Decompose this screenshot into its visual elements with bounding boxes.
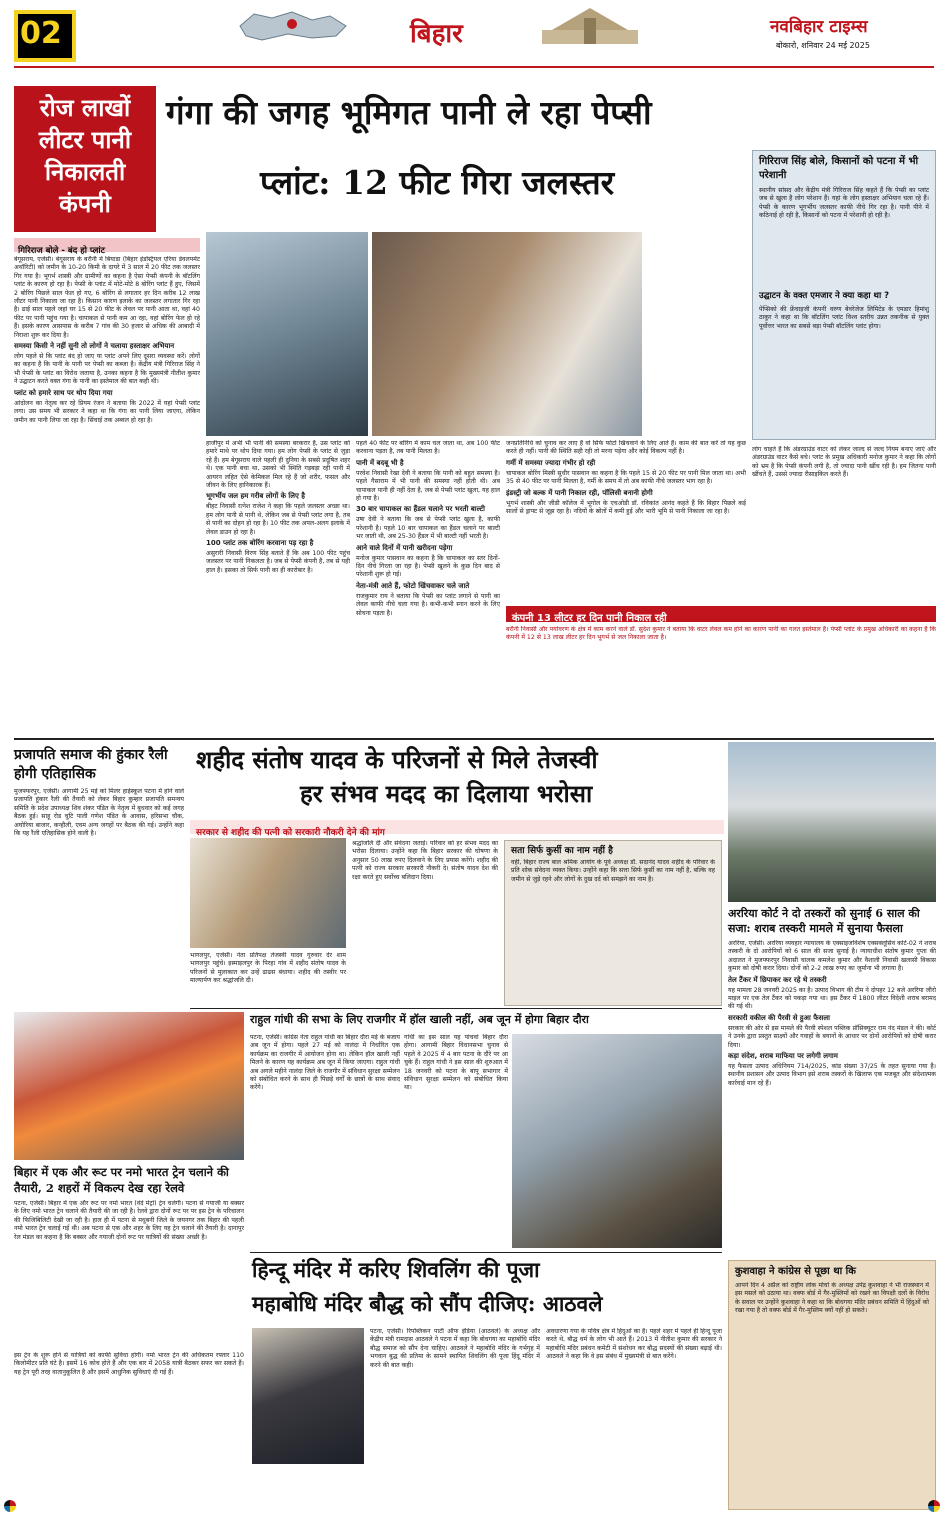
araria-para: सरकार की ओर से इस मामले की पैरवी स्पेशल पब्लिक प्रॉसिक्यूटर राम नंद मंडल ने की। कोर्ट ने उनके द्वारा प्रस्तुत साक्ष्यों और गवाहों के बयानों के आधार पर दोनों आरोपियों को दोषी करार दिया। [728, 1024, 936, 1049]
story1-headline-line2: प्लांट: 12 फीट गिरा जलस्तर [260, 163, 615, 202]
story2-headline: प्रजापति समाज की हुंकार रैली होगी एतिहासिक [14, 747, 168, 782]
kicker-text: गिरिराज बोले - बंद हो प्लांट [18, 246, 105, 256]
kicker-text: सरकार से शहीद की पत्नी को सरकारी नौकरी देने की मांग [196, 828, 385, 838]
story1-column-2 [206, 440, 350, 732]
story6-text-b: अवधारणा गया के पवित्र क्षेत्र में हिंदुओं का है। पहले शहर में पहले ही हिन्दू पूजा करते थे, बौद्ध धर्म के लोग भी आते हैं। 2013 में नीतीश कुमार की सरकार ने महाबोधि मंदिर प्रबंधन कमेटी में संशोधन कर बौद्ध सदस्यों की संख्या बढ़ाई थी। आठवले ने कहा कि वे इस संबंध में मुख्यमंत्री से बात करेंगे। [546, 1328, 722, 1361]
story1-subhead: 100 प्लांट तक बोरिंग करवाना पड़ रहा है [206, 539, 314, 548]
sidebar-title: गिरिराज सिंह बोले, किसानों को पटना में भी परेशानी [759, 156, 919, 181]
sidebar-text: स्थानीय सांसद और केंद्रीय मंत्री गिरिराज सिंह कहते हैं कि पेप्सी का प्लांट जब से खुला है लोग परेशान हैं। यहां के लोग हस्ताक्षर अभियान चला रहे हैं। पेप्सी के कारण भूगर्भीय जलस्तर काफी नीचे गिर रहा है। पानी पीने में कठिनाई हो रही है, किसानों को पटना में परेशानी हो रही है। [759, 187, 929, 220]
tag-line: कंपनी [59, 190, 111, 218]
story1-side-column: लोग चाहते हैं कि अंडरग्राउंड वाटर को लेकर जाल्द से जल्द नियम बनाए जाएं और अंडरग्राउंड वाटर कैसे बचे। प्लांट के प्रमुख अधिकारी मनोज कुमार ने कहा कि लोगों को भ्रम है कि पेप्सी कंपनी लगी है, तो ज्यादा पानी खींच रही है। हम जितना पानी खींचते हैं, उससे ज्यादा रीसाइकिल करते हैं। [752, 446, 936, 479]
story6-headline-line2: महाबोधि मंदिर बौद्ध को सौंप दीजिए: आठवले [252, 1291, 603, 1316]
story3-box [504, 840, 722, 1006]
tag-line: लीटर पानी [38, 126, 132, 154]
story1-para: बेगूसराय, एजेंसी। बेगूसराय के बरौनी में बियाडा (बिहार इंडस्ट्रियल एरिया डेवलपमेंट अथॉरिटी) को जमीन के 10-20 किमी के दायरे में 3 साल में 20 फीट तक जलस्तर गिर गया है। भूगर्भ शास्त्री और ग्रामीणों का कहना है ऐसा पेप्सी कंपनी के बॉटलिंग प्लांट के कारण हो रहा है। पेप्सी के प्लांट में मोटे-मोटे 8 बोरिंग प्लांट हैं हुए, जिसमें 2 बोरिंग पिछले साल फेल हो गए, 6 बोरिंग से लगातार हर दिन करीब 12 लाख लीटर पानी निकाला जा रहा है। किसान कारण इलाके का जलस्तर लगातार गिर रहा है। ढाई साल पहले जहां घर 15 से 20 फीट के लेवल पर पानी आता था, वहां 40 फीट पर पानी पहुंच गया है। चापाकल से पानी कम आ रहा, वहां बोरिंग फेल हो रहे हैं। इसके कारण आसपास के करीब 7 गांव की 30 हजार से अधिक की आबादी में निराशा शुरू कर दिया है। [14, 256, 200, 339]
sidebar-box [752, 150, 936, 440]
tag-line: रोज लाखों [39, 94, 131, 122]
story1-para: चापाकल बोरिंग मिस्त्री सुधीर पासवान का कहना है कि पहले 15 से 20 फीट पर पानी मिल जाता था। अभी 35 से 40 फीट पर पानी मिलता है, गर्मी के समय में तो अब काफी नीचे जलस्तर भाग रहा है। [506, 469, 746, 486]
story1-column-1 [14, 256, 200, 732]
page-number-text: 02 [20, 16, 62, 51]
story1-subhead: भूगर्भीय जल हम गरीब लोगों के लिए है [206, 492, 306, 501]
araria-para: यह फैसला उत्पाद अधिनियम 714/2025, कांड संख्या 37/25 के तहत सुनाया गया है। स्थानीय प्रशासन और उत्पाद विभाग इसे शराब तस्करों के खिलाफ एक मजबूत और संदेशात्मक कार्रवाई मान रहे हैं। [728, 1063, 936, 1087]
tag-line: निकालती [44, 158, 126, 186]
story1-subhead: समस्या किसी ने नहीं सुनी तो लोगों ने चलाया हस्ताक्षर अभियान [14, 342, 175, 351]
story1-subhead: पानी में बदबू भी है [356, 458, 404, 467]
story6-text-a: पटना, एजेंसी। रिपब्लिकन पार्टी ऑफ इंडिया (आठवले) के अध्यक्ष और केंद्रीय मंत्री रामदास आठवले ने पटना में कहा कि बोधगया का महाबोधि मंदिर बौद्ध समाज को सौंप देना चाहिए। आठवले ने महाबोधि मंदिर के गर्भगृह में भगवान बुद्ध की प्रतिमा के सामने स्थापित शिवलिंग की पूजा हिंदू मंदिर में करने की बात कही। [370, 1328, 540, 1369]
story-tag-box [14, 86, 156, 232]
masthead-rule [14, 66, 934, 68]
story5-headline: बिहार में एक और रूट पर नमो भारत ट्रेन चलाने की तैयारी, 2 शहरों में विकल्प देख रहा रेलवे [14, 1165, 229, 1195]
registration-mark-icon [928, 1500, 940, 1512]
paper-name: नवबिहार टाइम्स [770, 17, 868, 37]
registration-mark-icon [4, 1500, 16, 1512]
story6-sidebar [728, 1260, 936, 1510]
story1-subhead: प्लांट को हमारे साथ पर थोप दिया गया [14, 388, 113, 397]
story4-headline: राहुल गांधी की सभा के लिए राजगीर में हॉल खाली नहीं, अब जून में होगा बिहार दौरा [250, 1013, 589, 1026]
story1-kicker [14, 238, 200, 256]
story1-column-3 [356, 440, 500, 732]
story1-subhead: इंडस्ट्री जो बल्क में पानी निकाल रही, पॉलिसी बनानी होगी [506, 488, 653, 497]
story3-text-a: भागलपुर, एजेंसी। नेता प्रतिपक्ष तेजस्वी यादव गुरुवार देर शाम भागलपुर पहुंचे। इस्माइलपुर के पिरहा गांव में शहीद संतोष यादव के परिजनों से मुलाकात कर उन्हें ढाढस बंधाया। शहीद की तस्वीर पर माल्यार्पण कर श्रद्धांजलि दी। [190, 952, 346, 985]
sidebar-title: कुशवाहा ने कांग्रेस से पूछा था कि [735, 1266, 856, 1277]
temple-graphic [532, 6, 648, 46]
story5-text-b: इस ट्रेन के शुरू होने से यात्रियों को काफी सुविधा होगी। नमो भारत ट्रेन की अधिकतम रफ्तार 110 किलोमीटर प्रति घंटे है। इसमें 16 कोच होते हैं और एक बार में 2058 यात्री बैठकर सफर कर सकते हैं। यह ट्रेन पूरी तरह वातानुकूलित है और इसमें आधुनिक सुविधाएं दी गई हैं। [14, 1352, 244, 1376]
redbar-text: कंपनी 13 लीटर हर दिन पानी निकाल रही [512, 613, 667, 624]
sidebar-text-2: पेप्सिको की फ्रेंचाइजी कंपनी वरुण बेवरेजेज लिमिटेड के एमडार हिमांशु ठाकुर ने कहा था कि बॉटलिंग प्लांट विश्व स्तरीय उन्नत तकनीक से युक्त पूर्वोत्तर भारत का सबसे बड़ा पेप्सी बॉटलिंग प्लांट होगा। [759, 306, 929, 330]
masthead [0, 0, 945, 70]
box-text: वहीं, बिहार राज्य बाल श्रमिक आयोग के पूर्व अध्यक्ष डॉ. सदानंद यादव शहीद के परिवार के प्रति शोक संवेदना व्यक्त किया। उन्होंने कहा कि सत्ता सिर्फ कुर्सी का नाम नहीं है, बल्कि वह जमीन से जुड़े रहने और लोगों के दुख दर्द को समझने का नाम है। [511, 859, 715, 883]
story1-column-4-text [646, 232, 746, 233]
story1-para: हाजीपुर में अभी भी पानी की समस्या बरकरार है, उस प्लांट को हमारे माथे पर थोप दिया गया। हम लोग पेप्सी के प्लांट से जुड़ा रहे हैं। हम बेगूसराय वाले पहली ही दुनिया के सबसे प्रदूषित शहर थे। एक पानी बचा था, उसको भी स्थिति गड़बड़ा रही पानी में आयरन लहित ऐसे केमिकल मिल रहे हैं जो शरीर, फसल और जीवन के लिए हानिकारक हैं। [206, 440, 350, 490]
story1-para: आंदोलन का नेतृत्व कर रहे प्रियम रंजन ने बताया कि 2022 में यहां पेप्सी प्लांट लगा। उस समय भी सरकार ने कहा था कि गंगा का पानी लिया जाएगा, लेकिन जमीन का पानी लिया जा रहा है। सिंचाई तक अब्वल हो रहा है। [14, 399, 200, 424]
box-title: सता सिर्फ कुर्सी का नाम नहीं है [511, 846, 613, 856]
tejashwi-visit-photo [190, 838, 346, 948]
bottling-plant-photo [206, 232, 368, 436]
araria-subhead: कड़ा संदेश, शराब माफिया पर लगेगी लगाम [728, 1052, 838, 1061]
story1-para: असुरारी निवासी विरण सिंह बताते हैं कि अब 100 फीट पहुंच जलस्तर पर पानी निकलता है। जब से पेप्सी कंपनी है, तब से यही हाल है। इसका तो सिर्फ पानी का ही कारोबार है। [206, 550, 350, 574]
story1-para: लोग पहले से कि प्लांट बंद हो जाए या प्लांट अपने लिए दूसरा व्यवस्था करें। लोगों का कहना है कि पानी के पानी पर पेप्सी का कब्जा है। केंद्रीय मंत्री गिरिराज सिंह ने भी पेप्सी के प्लांट का विरोध जताया है, उनका कहना है कि मुख्यमंत्री नीतीश कुमार ने उद्घाटन करते वक्त गंगा के पानी का इस्तेमाल की बात कही थी। [14, 353, 200, 386]
story2-text: मुजफ्फरपुर, एजेंसी। आगामी 25 मई को मिलर हाईस्कूल पटना में होने वाले प्रजापति हुंकार रैली की तैयारी को लेकर बिहार कुम्हार प्रजापति समन्वय समिति के प्रदेश उपाध्यक्ष शिव शंकर पंडित के नेतृत्व में बुधवार को कई जगह बैठक हुई। साहू रोड चुटि पाली गणेश पंडित के आवास, हरिसभा चौक, अघोरिया बाजार, कन्हौली, एवम अन्य जगहों पर बैठक की गई। उन्होंने कहा कि यह रैली एतिहासिक होने वाली है। [14, 788, 184, 838]
araria-para: अररिया, एजेंसी। अररिया व्यवहार न्यायालय के एक्साइजविशेष एक्सक्लूसिव कोर्ट-02 ने शराब तस्करी के दो आरोपियों को 6 साल की सजा सुनाई है। न्यायाधीश संतोष कुमार गुप्ता की अदालत ने मुजफ्फरपुर निवासी चालक कमलेश कुमार और वैशाली निवासी खलासी विकास कुमार को दोषी करार दिया। दोनों को 2-2 लाख रुपए का जुर्माना भी लगाया है। [728, 940, 936, 973]
story1-subhead: 30 बार चापाकल का हैंडल चलाने पर भरती बाल्टी [356, 505, 485, 514]
story1-column-5 [506, 440, 746, 602]
story1-redbar [506, 606, 936, 622]
story1-subhead: आने वाले दिनों में पानी खरीदना पड़ेगा [356, 543, 453, 552]
divider [190, 1008, 722, 1009]
story1-para: राजकुमार राय ने बताया कि पेप्सी का प्लांट लगाने से पानी का लेवल काफी नीचे चला गया है। कभी-कभी स्नान करने के लिए सोचना पड़ता है। [356, 592, 500, 617]
araria-court-photo [728, 742, 936, 902]
story1-para: पहले 40 फीट पर बोरिंग में काम चल जाता था, अब 100 फीट करवाना पड़ता है, तब पानी मिलता है। [356, 440, 500, 456]
story1-para: जनप्रतिनिधि को चुनाव कर लाए हैं वो सिर्फ फोटो खिंचवाने के लिए आते हैं। काम की बात करें तो यह कुछ करते ही नहीं। पानी की स्थिति सही रही तो मरना पड़ेगा और कोई विकल्प नहीं है। [506, 440, 746, 456]
bihar-map-graphic [232, 8, 354, 44]
section-name: बिहार [410, 19, 463, 49]
athawale-photo [252, 1328, 364, 1464]
story4-text-b: गांधी का इस साल यह पांचवां बिहार दौरा होगा। आगामी बिहार विधानसभा चुनाव से पहले वे 2025 में 4 बार पटना के दौरे पर आ चुके हैं। राहुल गांधी ने इस साल की शुरुआत में 18 जनवरी को पटना के बापू सभागार में संविधान सुरक्षा सम्मेलन को संबोधित किया था। [404, 1034, 508, 1092]
namo-bharat-train-photo [14, 1012, 244, 1160]
story1-redbar-text: बरौनी निवासी और पर्यावरण के क्षेत्र में काम करने वाले डॉ. सुदेश कुमार ने बताया कि वाटर लेवल कम होने का कारण पानी का गलत इस्तेमाल है। पेप्सी प्लांट के प्रमुख अधिकारी का कहना है कि कंपनी में 12 से 13 लाख लीटर हर दिन भूगर्भ से जल निकाला जाता है। [506, 626, 936, 642]
story1-para: भूगर्भ शास्त्री और जीडी कॉलेज में भूगोल के एचओडी डॉ. रविकांत आनंद कहते हैं कि बिहार पिछले कई सालों से ड्राफ्ट से जूझ रहा है। नदियों के स्रोतों में कमी हुई और भारी भूमि से पानी निकाला जा रहा है। [506, 499, 746, 516]
divider [14, 738, 934, 740]
story1-subhead: गर्मी में समस्या ज्यादा गंभीर हो रही [506, 458, 596, 467]
story1-para: परवेश निवासी रेखा देवी ने बताया कि पानी को बहुत समस्या है। पहले गैसाराम में भी पानी की समस्या नहीं होती थी। अब चापाकल पानी ही नहीं देता है, जब से पेप्सी प्लांट खुला, यह हाल हो गया है। [356, 469, 500, 503]
rahul-gandhi-photo [512, 1034, 722, 1248]
story5-text-a: पटना, एजेंसी। बिहार में एक और रूट पर नमो भारत (वंदे मेट्रो) ट्रेन चलेगी। पटना से गयाजी या बक्सर के लिए नमो भारत ट्रेन चलाने की तैयारी की जा रही है। रेलवे द्वारा दोनों रूट पर पर इस ट्रेन के परिचालन की फिजिबिलिटी देखी जा रही है। हाल ही में पटना से मधुबनी जिले के जयनगर तक बिहार की पहली नमो भारत ट्रेन चलाई गई थी। अब पटना से एक और शहर के लिए यह ट्रेन चलाने की तैयारी है। दानापुर रेल मंडल का कहना है कि बक्सर और गयाजी दोनों रूट पर यात्रियों की संख्या अच्छी है। [14, 1200, 244, 1241]
sidebar-text: आपने दिन 4 अप्रैल को राष्ट्रीय लोक मोर्चा के अध्यक्ष उपेंद्र कुशवाहा ने भी राजस्थान में इस मसले को उठाया था। वक्फ बोर्ड में गैर-मुस्लिमों को रखने का विपक्षी दलों के विरोध के सवाल पर उन्होंने कुशवाहा ने कहा था कि बोधगया मंदिर प्रबंधन समिति में हिंदुओं को रखा गया है तो वक्फ बोर्ड में गैर-मुस्लिम क्यों नहीं हो सकते। [735, 1282, 929, 1315]
dateline: बोकारो, शनिवार 24 मई 2025 [776, 41, 870, 50]
araria-subhead: तेल टैंकर में छिपाकर कर रहे थे तस्करी [728, 975, 827, 984]
story3-kicker [190, 820, 724, 838]
story3-headline-line2: हर संभव मदद का दिलाया भरोसा [300, 779, 593, 808]
araria-text [728, 940, 936, 1256]
sidebar-subhead: उद्घाटन के वक्त एमजार ने क्या कहा था ? [759, 291, 890, 301]
story3-headline-line1: शहीद संतोष यादव के परिजनों से मिले तेजस्वी [196, 745, 598, 774]
araria-subhead: सरकारी वकील की पैरवी से हुआ फैसला [728, 1013, 830, 1022]
story4-text-a: पटना, एजेंसी। कांग्रेस नेता राहुल गांधी का बिहार दौरा मई के बजाय अब जून में होगा। पहले 27 मई को नालंदा में निर्धारित एक कार्यक्रम का राजगीर में आयोजन होना था। लेकिन हॉल खाली नहीं मिलने के कारण यह कार्यक्रम अब जून में किया जाएगा। राहुल गांधी अब अगले महीने नालंदा जिले के राजगीर में संविधान सुरक्षा सम्मेलन को संबोधित करने के साथ ही पिछड़े वर्गों के छात्रों के साथ संवाद करेंगे। [250, 1034, 400, 1092]
araria-headline: अररिया कोर्ट ने दो तस्करों को सुनाई 6 साल की सजा: शराब तस्करी मामले में सुनाया फैसला [728, 907, 920, 935]
araria-para: यह मामला 28 जनवरी 2025 का है। उत्पाद विभाग की टीम ने दोपहर 12 बजे अररिया जीरो माइल पर एक तेल टैंकर को पकड़ा गया था। इस टैंकर में 1800 लीटर विदेशी शराब बरामद की गई थी। [728, 986, 936, 1011]
story1-para: बीहट निवासी रत्नेश राजेश ने कहा कि पहले जलस्तर अच्छा था। हम लोग पानी से पानी थे, लेकिन जब से पेप्सी प्लांट लगा है, तब से पानी का दोहन हो रहा है। 10 फीट तक अपल-अलग इलाके में लेवल डाउन हो रहा है। [206, 503, 350, 536]
story6-headline-line1: हिन्दू मंदिर में करिए शिवलिंग की पूजा [252, 1257, 540, 1282]
story1-subhead: नेता-मंत्री आते हैं, फोटो खिंचवाकर चले जाते [356, 581, 470, 590]
story1-headline-line1: गंगा की जगह भूमिगत पानी ले रहा पेप्सी [166, 93, 652, 132]
story3-text-b: श्रद्धांजलि दी और संवेदना जताई। परिवार को हर संभव मदद का भरोसा दिलाया। उन्होंने कहा कि बिहार सरकार की घोषणा के अनुसार 50 लाख रुपए दिलवाने के लिए प्रयास करेंगे। शहीद की पत्नी को राज्य सरकार सरकारी नौकरी दे। संतोष यादव देश की रक्षा करते हुए सर्वोच्च बलिदान दिया। [352, 840, 498, 881]
divider [250, 1252, 722, 1253]
story1-para: उषा देवी ने बताया कि जब से पेप्सी प्लांट खुला है, काफी परेशानी है। पहले 10 बार चापाकल का हैंडल चलाने पर बाल्टी भर जाती थी, अब 25-30 हैंडल में भी बाल्टी नहीं भरती है। [356, 516, 500, 541]
story1-para: मनोज कुमार पासवान का कहना है कि चापाकल का स्तर दिनों-दिन नीचे गिरता जा रहा है। पेप्सी खुलने के कुछ दिन बाद से परेशानी शुरू हो गई। [356, 554, 500, 579]
